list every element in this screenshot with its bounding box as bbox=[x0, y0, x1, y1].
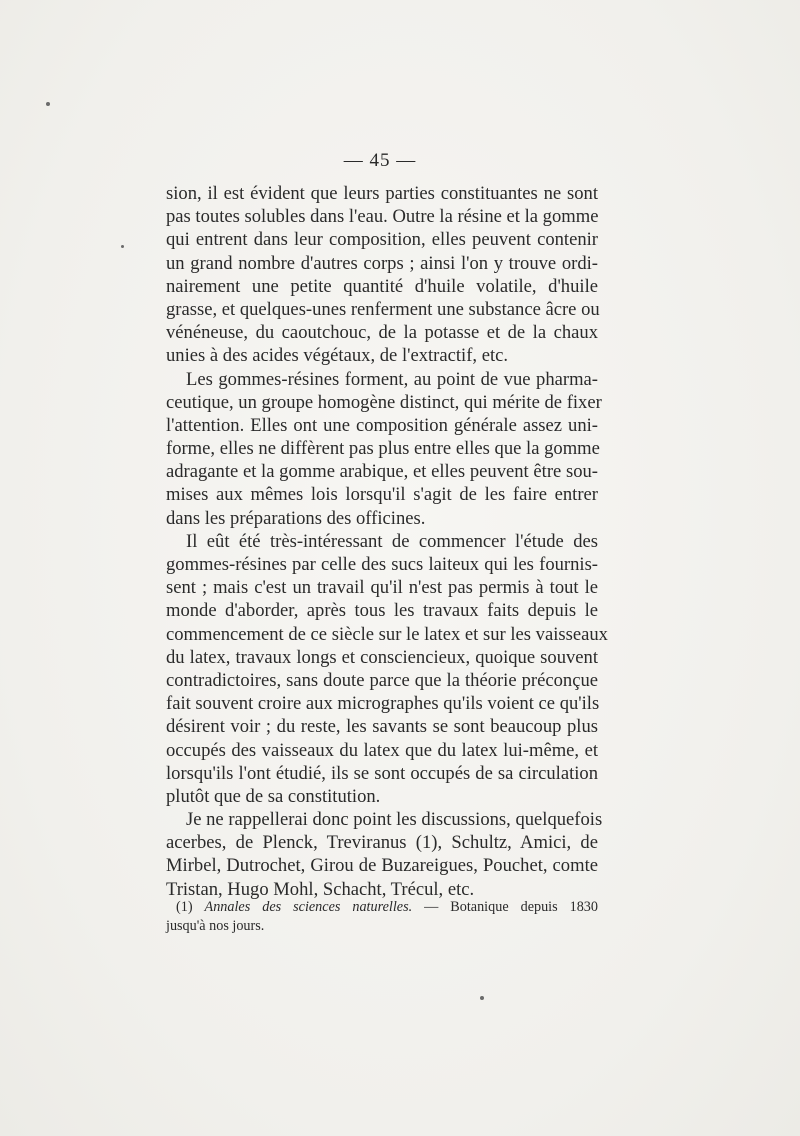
paper-speck bbox=[480, 996, 484, 1000]
body-text bbox=[166, 182, 608, 901]
text-line: unies à des acides végétaux, de l'extractif, etc. bbox=[166, 345, 509, 367]
text-line: sion, il est évident que leurs parties constituantes ne sont bbox=[166, 183, 598, 204]
footnote-journal-title: Annales des sciences naturelles. bbox=[204, 899, 413, 915]
text-line: commencement de ce siècle sur le latex et sur les vaisseaux bbox=[166, 623, 608, 645]
footnote-detail: — Botanique depuis 1830 bbox=[424, 899, 598, 915]
text-line: Mirbel, Dutrochet, Girou de Buzareigues, Pouchet, comte bbox=[166, 855, 598, 877]
text-line: acerbes, de Plenck, Treviranus (1), Schultz, Amici, de bbox=[166, 832, 598, 854]
paper-speck bbox=[46, 102, 50, 106]
text-line: sent ; mais c'est un travail qu'il n'est pas permis à tout le bbox=[166, 577, 598, 599]
footnote-line bbox=[166, 898, 598, 917]
text-line: pas toutes solubles dans l'eau. Outre la résine et la gomme bbox=[166, 206, 599, 228]
text-line: fait souvent croire aux micrographes qu'ils voient ce qu'ils bbox=[166, 693, 600, 715]
text-line: vénéneuse, du caoutchouc, de la potasse et de la chaux bbox=[166, 322, 598, 344]
paragraph-start-line: Il eût été très-intéressant de commencer l'étude des bbox=[186, 530, 598, 552]
text-line: plutôt que de sa constitution. bbox=[166, 785, 381, 807]
text-line: lorsqu'ils l'ont étudié, ils se sont occupés de sa circulation bbox=[166, 762, 598, 784]
text-line: désirent voir ; du reste, les savants se sont beaucoup plus bbox=[166, 716, 598, 738]
paragraph-start-line: Je ne rappellerai donc point les discussions, quelquefois bbox=[186, 809, 603, 831]
page-number: — 45 — bbox=[343, 150, 417, 171]
text-line: adragante et la gomme arabique, et elles peuvent être sou- bbox=[166, 461, 598, 483]
text-line: forme, elles ne diffèrent pas plus entre elles que la gomme bbox=[166, 438, 600, 460]
footnote-line: jusqu'à nos jours. bbox=[166, 918, 265, 934]
paragraph-start-line: Les gommes-résines forment, au point de vue pharma- bbox=[186, 368, 598, 390]
text-line: un grand nombre d'autres corps ; ainsi l'on y trouve ordi- bbox=[166, 252, 598, 274]
text-line: grasse, et quelques-unes renferment une substance âcre ou bbox=[166, 298, 600, 320]
text-line: occupés des vaisseaux du latex que du latex lui-même, et bbox=[166, 739, 598, 761]
text-line: monde d'aborder, après tous les travaux faits depuis le bbox=[166, 600, 598, 622]
footnote bbox=[166, 898, 598, 936]
text-line: contradictoires, sans doute parce que la théorie préconçue bbox=[166, 669, 598, 691]
text-line: l'attention. Elles ont une composition générale assez uni- bbox=[166, 414, 598, 436]
text-line: nairement une petite quantité d'huile volatile, d'huile bbox=[166, 275, 598, 297]
text-line: mises aux mêmes lois lorsqu'il s'agit de les faire entrer bbox=[166, 484, 598, 506]
footnote-marker: (1) bbox=[176, 899, 193, 915]
text-line: dans les préparations des officines. bbox=[166, 507, 426, 529]
text-line: du latex, travaux longs et consciencieux, quoique souvent bbox=[166, 646, 598, 668]
text-line: gommes-résines par celle des sucs laiteux qui les fournis- bbox=[166, 554, 598, 575]
paper-speck bbox=[121, 245, 124, 248]
text-line: Tristan, Hugo Mohl, Schacht, Trécul, etc. bbox=[166, 878, 475, 900]
text-line: qui entrent dans leur composition, elles peuvent contenir bbox=[166, 229, 598, 251]
text-line: ceutique, un groupe homogène distinct, qui mérite de fixer bbox=[166, 391, 602, 413]
